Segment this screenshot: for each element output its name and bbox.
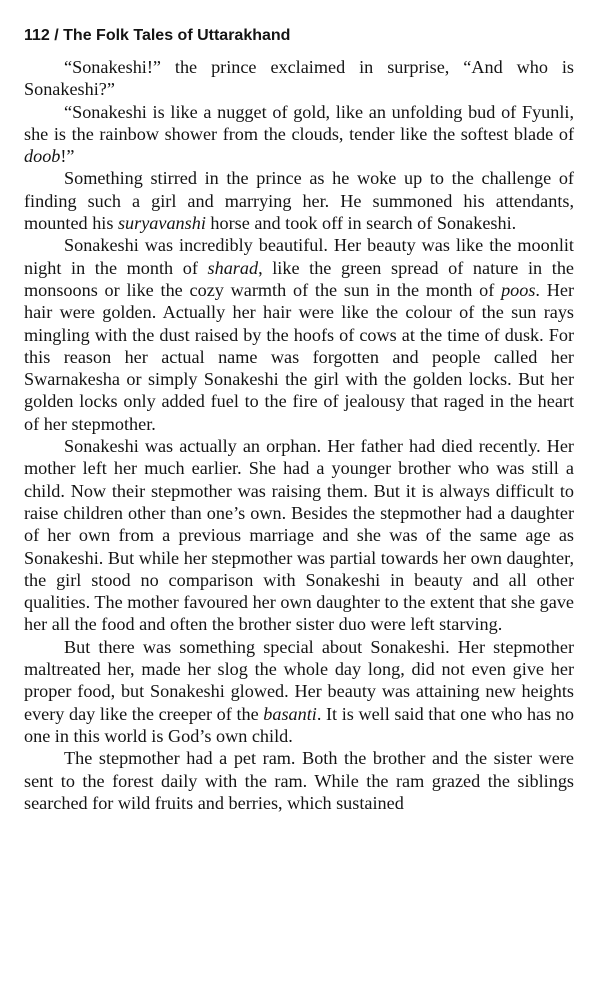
text-run: Sonakeshi was incredibly beautiful. Her beauty was like the moonlit night in the month of <box>24 235 574 278</box>
text-run: horse and took off in search of Sonakeshi. <box>205 213 517 234</box>
italic-term: sharad <box>207 257 259 278</box>
italic-term: poos <box>501 279 536 300</box>
italic-term: suryavanshi <box>117 213 206 234</box>
text-run: Something stirred in the prince as he woke up to the challenge of finding such a girl and marrying her. He summoned his attendants, mounted his <box>24 168 574 234</box>
paragraph <box>24 101 574 168</box>
text-run: !” <box>60 146 75 167</box>
text-run: But there was something special about Sonakeshi. Her stepmother maltreated her, made her slog the whole day long, did not even give her proper food, but Sonakeshi glowed. Her beauty was attaining new heights every day like the creeper of the <box>24 636 574 724</box>
text-run: . It is well said that one who has no one in this world is God’s own child. <box>24 703 575 746</box>
text-run: , like the green spread of nature in the monsoons or like the cozy warmth of the sun in the month of <box>24 257 574 300</box>
running-head: 112 / The Folk Tales of Uttarakhand <box>24 27 291 44</box>
paragraph <box>24 234 574 435</box>
body-text <box>24 56 574 814</box>
paragraph <box>24 56 574 101</box>
text-run: . Her hair were golden. Actually her hair were like the colour of the sun rays mingling with the dust raised by the hoofs of cows at the time of dusk. For this reason her actual name was forgotten and people called her Swarnakesha or simply Sonakeshi the girl with the golden locks. But her golden locks only added fuel to the fire of jealousy that raged in the heart of her stepmother. <box>24 279 575 434</box>
text-run: “Sonakeshi!” the prince exclaimed in surprise, “And who is Sonakeshi?” <box>24 57 574 100</box>
paragraph <box>24 167 574 234</box>
italic-term: doob <box>24 146 61 167</box>
text-run: The stepmother had a pet ram. Both the brother and the sister were sent to the forest daily with the ram. While the ram grazed the siblings searched for wild fruits and berries, which sustained <box>24 748 574 813</box>
italic-term: basanti <box>263 703 317 724</box>
text-run: “Sonakeshi is like a nugget of gold, like an unfolding bud of Fyunli, she is the rainbow shower from the clouds, tender like the softest blade of <box>24 101 574 144</box>
paragraph <box>24 636 574 747</box>
paragraph <box>24 747 574 814</box>
paragraph <box>24 435 574 636</box>
text-run: Sonakeshi was actually an orphan. Her father had died recently. Her mother left her much earlier. She had a younger brother who was still a child. Now their stepmother was raising them. But it is always difficult to raise children other than one’s own. Besides the stepmother had a daughter of her own from a previous marriage and she was of the same age as Sonakeshi. But while her stepmother was partial towards her own daughter, the girl stood no comparison with Sonakeshi in beauty and all other qualities. The mother favoured her own daughter to the extent that she gave her all the food and often the brother sister duo were left starving. <box>24 436 574 635</box>
